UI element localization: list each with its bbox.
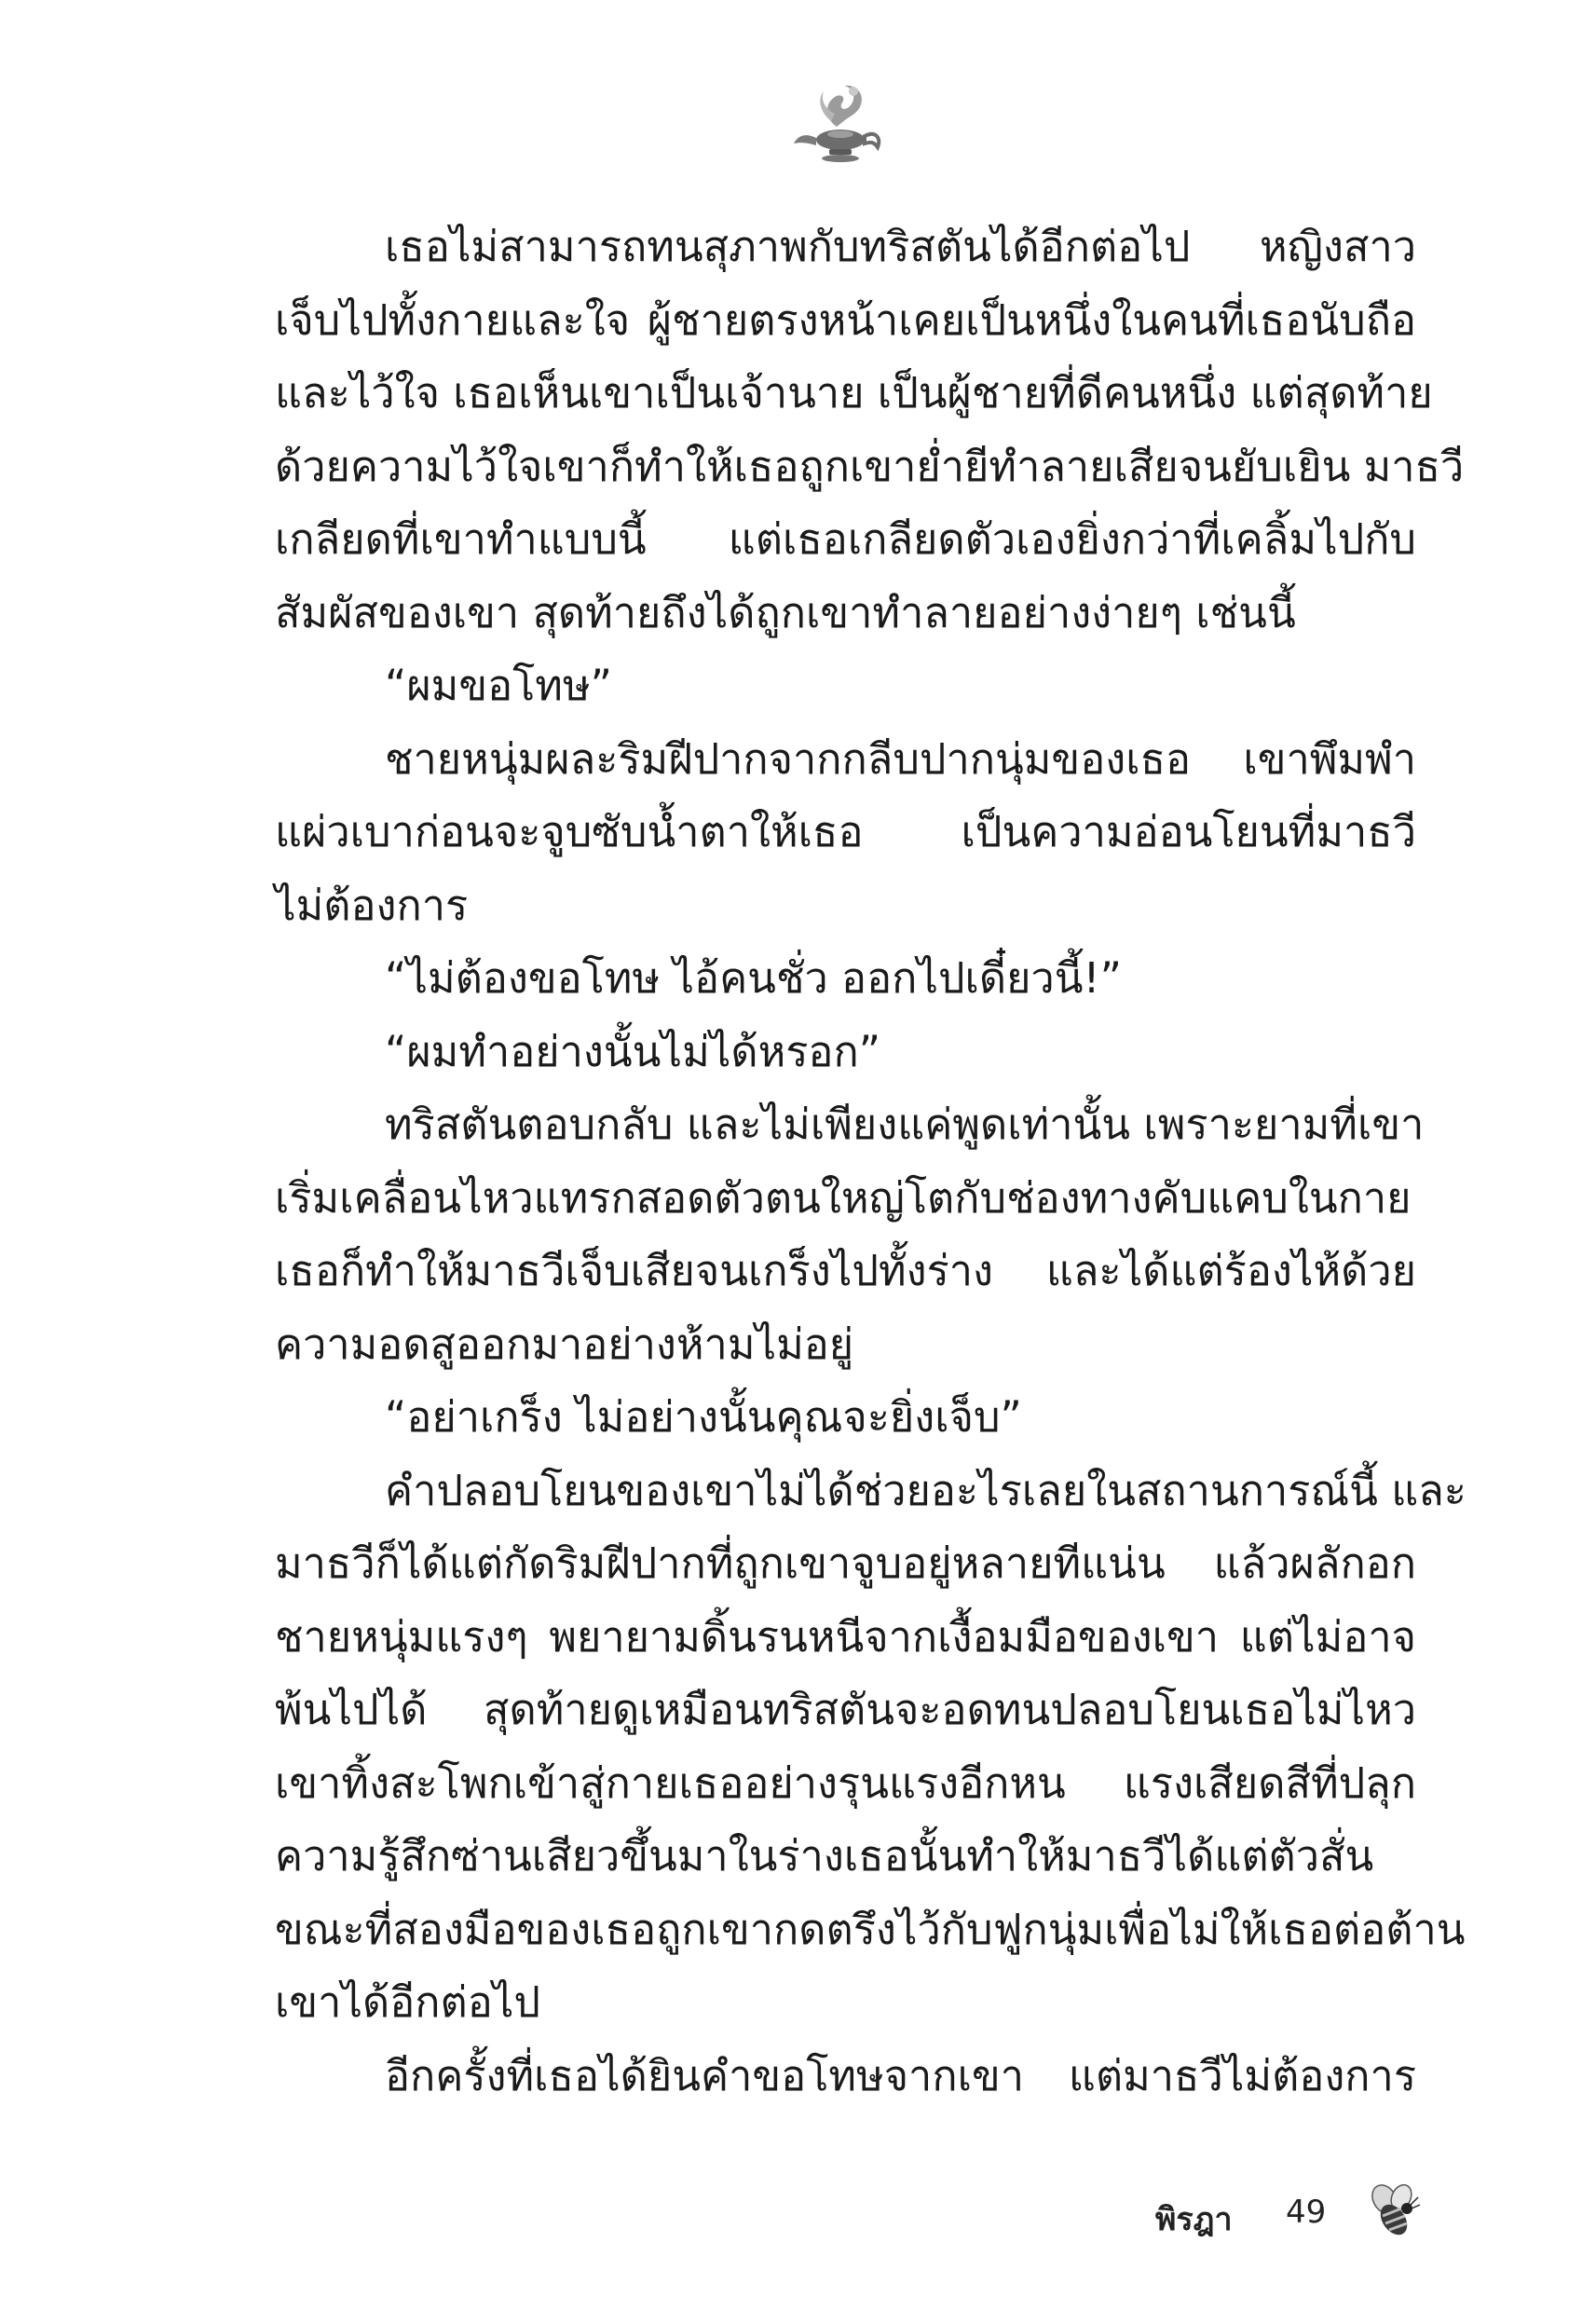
text-line: ไม่ต้องการ — [275, 880, 469, 930]
text-line: เธอก็ทำให้มาธวีเจ็บเสียจนเกร็งไปทั้งร่าง และได้แต่ร้องไห้ด้วย — [275, 1246, 1416, 1295]
text-line: “อย่าเกร็ง ไม่อย่างนั้นคุณจะยิ่งเจ็บ” — [385, 1392, 1022, 1442]
text-line: “ผมขอโทษ” — [385, 661, 612, 710]
page-footer — [1155, 2181, 1435, 2246]
text-line: “ไม่ต้องขอโทษ ไอ้คนชั่ว ออกไปเดี๋ยวนี้!” — [385, 953, 1122, 1003]
text-line: คำปลอบโยนของเขาไม่ได้ช่วยอะไรเลยในสถานการณ์นี้ และ — [385, 1465, 1466, 1515]
text-line: “ผมทำอย่างนั้นไม่ได้หรอก” — [385, 1026, 881, 1076]
bee-icon — [1362, 2181, 1425, 2244]
text-line: ความอดสูออกมาอย่างห้ามไม่อยู่ — [275, 1319, 854, 1369]
text-line: ความรู้สึกซ่านเสียวขึ้นมาในร่างเธอนั้นทำให้มาธวีได้แต่ตัวสั่น — [275, 1831, 1374, 1880]
text-line: พ้นไปได้ สุดท้ายดูเหมือนทริสตันจะอดทนปลอบโยนเธอไม่ไหว — [275, 1685, 1416, 1734]
text-line: มาธวีก็ได้แต่กัดริมฝีปากที่ถูกเขาจูบอยู่หลายทีแน่น แล้วผลักอก — [275, 1538, 1416, 1588]
text-line: ชายหนุ่มแรงๆ พยายามดิ้นรนหนีจากเงื้อมมือของเขา แต่ไม่อาจ — [275, 1611, 1416, 1661]
text-line: เขาได้อีกต่อไป — [275, 1977, 540, 2027]
text-line: เธอไม่สามารถทนสุภาพกับทริสตันได้อีกต่อไป หญิงสาว — [385, 222, 1416, 271]
text-line: และไว้ใจ เธอเห็นเขาเป็นเจ้านาย เป็นผู้ชายที่ดีคนหนึ่ง แต่สุดท้าย — [275, 368, 1433, 417]
body-text — [275, 211, 1466, 2113]
text-line: อีกครั้งที่เธอได้ยินคำขอโทษจากเขา แต่มาธวีไม่ต้องการ — [385, 2050, 1416, 2100]
text-line: ทริสตันตอบกลับ และไม่เพียงแค่พูดเท่านั้น เพราะยามที่เขา — [385, 1100, 1425, 1149]
text-line: เริ่มเคลื่อนไหวแทรกสอดตัวตนใหญ่โตกับช่องทางคับแคบในกาย — [275, 1172, 1412, 1223]
running-footer-title: พิรฎา — [1155, 2201, 1233, 2238]
text-line: ขณะที่สองมือของเธอถูกเขากดตรึงไว้กับฟูกนุ่มเพื่อไม่ให้เธอต่อต้าน — [275, 1904, 1466, 1954]
text-line: เกลียดที่เขาทำแบบนี้ แต่เธอเกลียดตัวเองยิ่งกว่าที่เคลิ้มไปกับ — [275, 514, 1416, 564]
text-line: ด้วยความไว้ใจเขาก็ทำให้เธอถูกเขาย่ำยีทำลายเสียจนยับเยิน มาธวี — [275, 441, 1465, 491]
text-line: เขาทิ้งสะโพกเข้าสู่กายเธออย่างรุนแรงอีกหน แรงเสียดสีที่ปลุก — [275, 1757, 1416, 1808]
text-line: แผ่วเบาก่อนจะจูบซับน้ำตาให้เธอ เป็นความอ่อนโยนที่มาธวี — [275, 807, 1416, 856]
text-line: เจ็บไปทั้งกายและใจ ผู้ชายตรงหน้าเคยเป็นหนึ่งในคนที่เธอนับถือ — [275, 294, 1416, 345]
page-number: 49 — [1286, 2194, 1327, 2231]
text-line: ชายหนุ่มผละริมฝีปากจากกลีบปากนุ่มของเธอ เขาพึมพำ — [385, 733, 1416, 784]
genie-lamp-icon — [788, 73, 891, 175]
text-line: สัมผัสของเขา สุดท้ายถึงได้ถูกเขาทำลายอย่างง่ายๆ เช่นนี้ — [275, 587, 1296, 637]
